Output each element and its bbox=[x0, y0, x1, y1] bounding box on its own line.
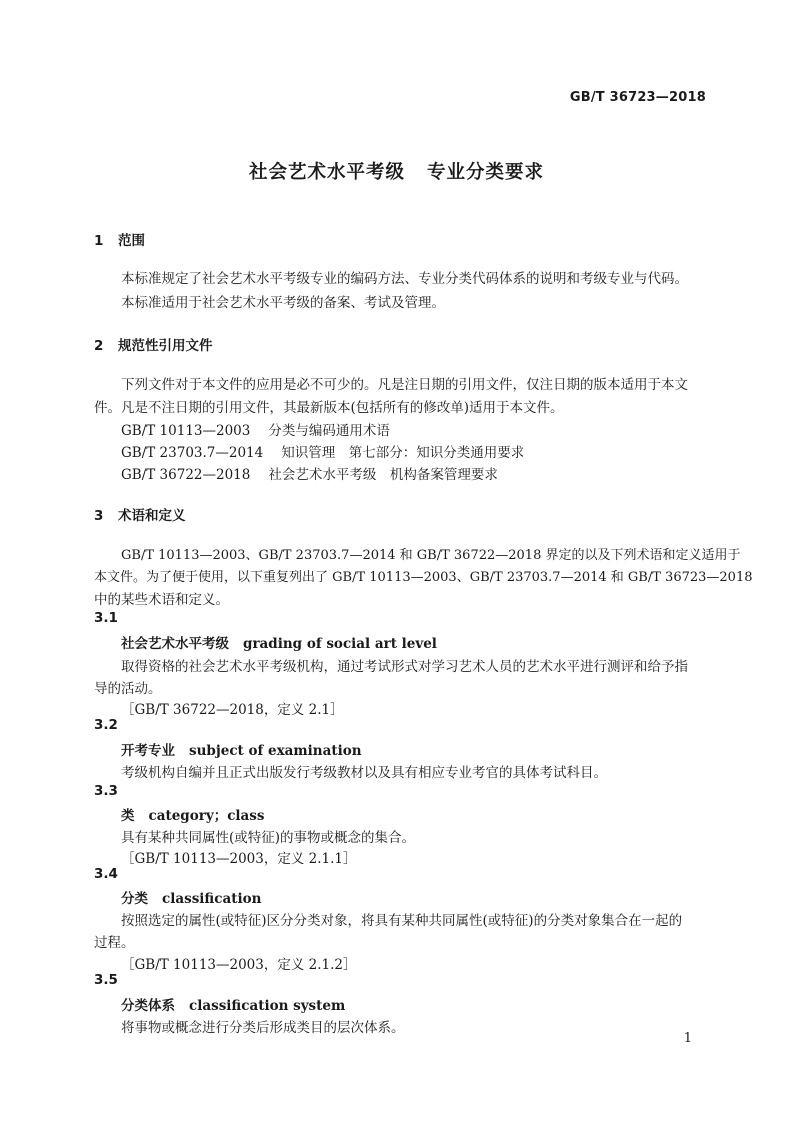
section-2-heading: 2 规范性引用文件 bbox=[94, 338, 213, 354]
normative-reference: GB/T 36722—2018 社会艺术水平考级 机构备案管理要求 bbox=[121, 467, 498, 483]
clause-number: 3.2 bbox=[94, 717, 118, 733]
clause-number: 3.5 bbox=[94, 972, 118, 988]
term-zh: 开考专业 bbox=[121, 743, 175, 759]
term-heading bbox=[121, 739, 362, 759]
section-3-heading: 3 术语和定义 bbox=[94, 508, 186, 524]
term-heading bbox=[121, 887, 261, 907]
section-1-paragraph-1: 本标准规定了社会艺术水平考级专业的编码方法、专业分类代码体系的说明和考级专业与代码。 bbox=[121, 271, 688, 287]
term-heading bbox=[121, 994, 345, 1014]
term-en: grading of social art level bbox=[243, 636, 437, 652]
normative-reference: GB/T 23703.7—2014 知识管理 第七部分：知识分类通用要求 bbox=[121, 445, 525, 461]
term-definition-line-1: 考级机构自编并且正式出版发行考级教材以及具有相应专业考官的具体考试科目。 bbox=[121, 765, 607, 781]
term-definition-line-2: 导的活动。 bbox=[94, 681, 162, 697]
term-en: classification system bbox=[189, 998, 346, 1014]
section-3-intro-line-3: 中的某些术语和定义。 bbox=[94, 592, 229, 608]
term-definition-line-2: 过程。 bbox=[94, 935, 135, 951]
term-zh: 类 bbox=[121, 808, 135, 824]
clause-number: 3.4 bbox=[94, 866, 118, 882]
section-2-intro-line-2: 件。凡是不注日期的引用文件，其最新版本(包括所有的修改单)适用于本文件。 bbox=[94, 400, 564, 416]
section-1-heading: 1 范围 bbox=[94, 233, 145, 249]
term-en: subject of examination bbox=[189, 743, 362, 759]
term-heading bbox=[121, 804, 265, 824]
term-source: ［GB/T 10113—2003，定义 2.1.2］ bbox=[121, 957, 357, 973]
term-definition-line-1: 取得资格的社会艺术水平考级机构，通过考试形式对学习艺术人员的艺术水平进行测评和给予指 bbox=[121, 659, 688, 675]
term-source: ［GB/T 36722—2018，定义 2.1］ bbox=[121, 702, 344, 718]
term-heading bbox=[121, 632, 437, 652]
normative-reference: GB/T 10113—2003 分类与编码通用术语 bbox=[121, 423, 390, 439]
title-part-1: 社会艺术水平考级 bbox=[248, 162, 405, 183]
term-en: category；class bbox=[148, 808, 265, 824]
section-3-intro-line-2: 本文件。为了便于使用，以下重复列出了 GB/T 10113—2003、GB/T 23703.7—2014 和 GB/T 36723—2018 bbox=[94, 570, 753, 585]
clause-number: 3.1 bbox=[94, 610, 118, 626]
term-source: ［GB/T 10113—2003，定义 2.1.1］ bbox=[121, 851, 357, 867]
term-zh: 分类 bbox=[121, 891, 148, 907]
term-definition-line-1: 按照选定的属性(或特征)区分分类对象，将具有某种共同属性(或特征)的分类对象集合在一起的 bbox=[121, 913, 683, 929]
section-2-intro-line-1: 下列文件对于本文件的应用是必不可少的。凡是注日期的引用文件，仅注日期的版本适用于本文 bbox=[121, 377, 688, 393]
term-zh: 社会艺术水平考级 bbox=[121, 636, 229, 652]
section-3-intro-line-1: GB/T 10113—2003、GB/T 23703.7—2014 和 GB/T 36722—2018 界定的以及下列术语和定义适用于 bbox=[121, 548, 741, 563]
term-en: classification bbox=[162, 891, 262, 907]
term-zh: 分类体系 bbox=[121, 998, 175, 1014]
document-title bbox=[0, 158, 793, 184]
standard-code: GB/T 36723—2018 bbox=[569, 90, 706, 105]
page-number: 1 bbox=[683, 1031, 692, 1046]
clause-number: 3.3 bbox=[94, 783, 118, 799]
section-1-paragraph-2: 本标准适用于社会艺术水平考级的备案、考试及管理。 bbox=[121, 295, 445, 311]
term-definition-line-1: 具有某种共同属性(或特征)的事物或概念的集合。 bbox=[121, 830, 416, 846]
title-part-2: 专业分类要求 bbox=[427, 162, 545, 183]
term-definition-line-1: 将事物或概念进行分类后形成类目的层次体系。 bbox=[121, 1020, 405, 1036]
